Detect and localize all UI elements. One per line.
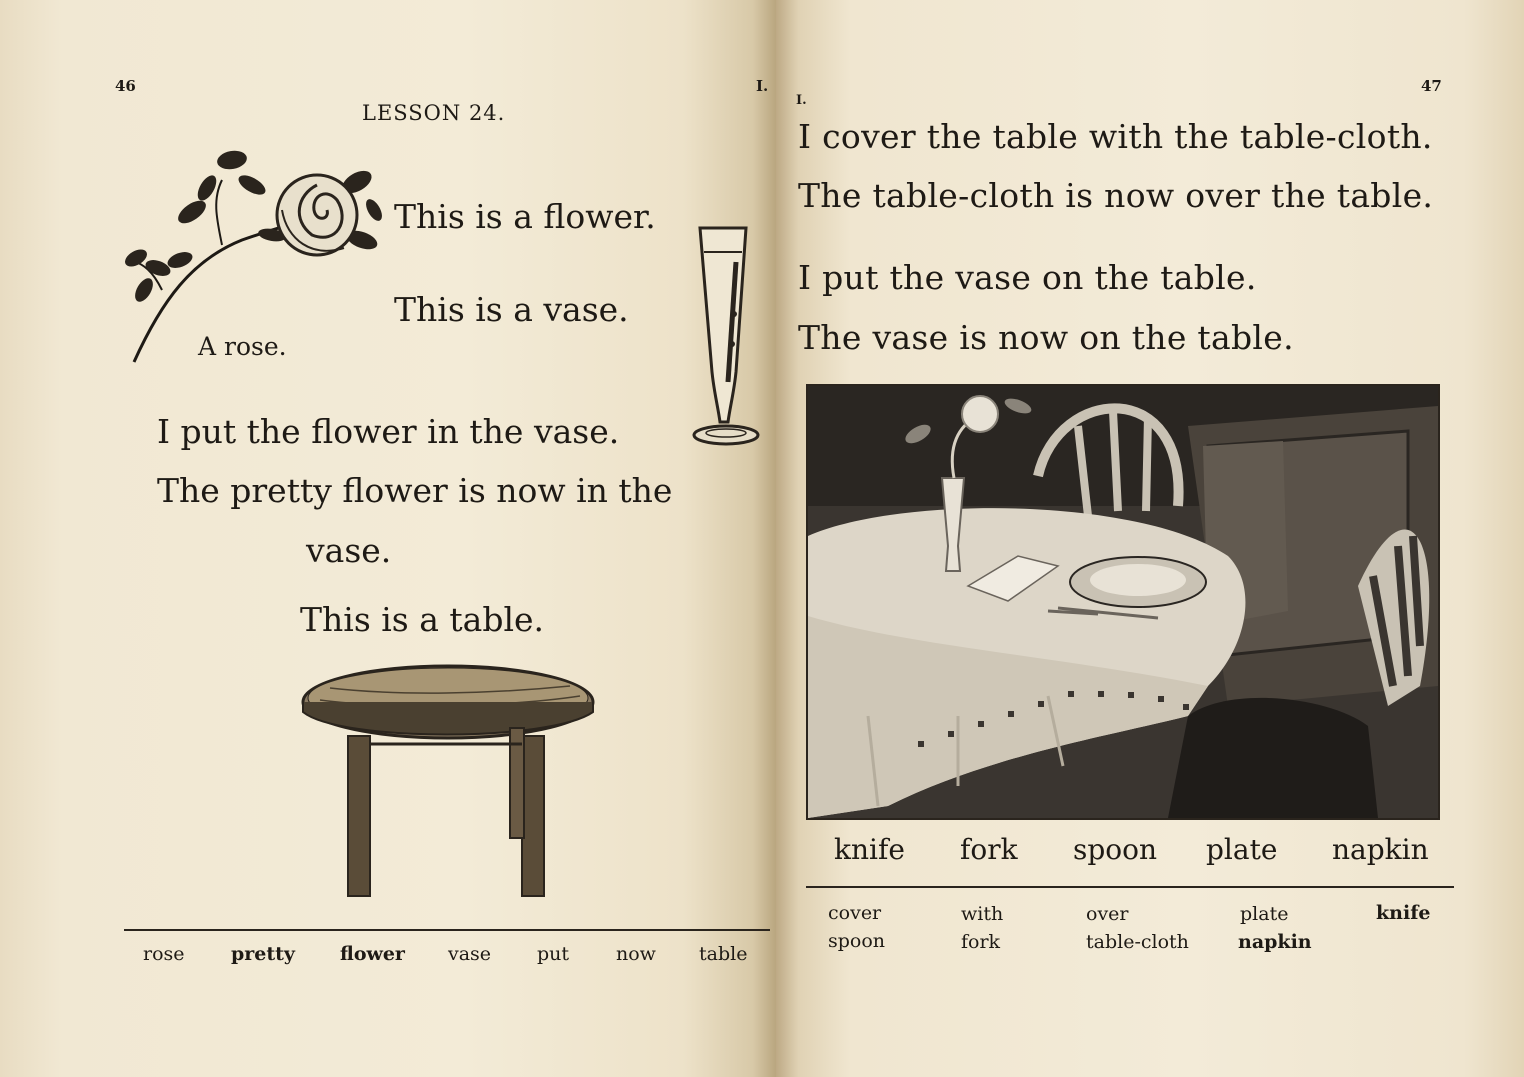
- word-fork: fork: [961, 931, 1001, 953]
- word-pretty: pretty: [231, 943, 295, 965]
- vocab-spoon: spoon: [1073, 833, 1158, 866]
- corner-mark-right: I.: [796, 93, 807, 108]
- word-knife: knife: [1376, 902, 1431, 924]
- line-cover-table: I cover the table with the table-cloth.: [798, 117, 1433, 156]
- line-this-is-a-flower: This is a flower.: [394, 197, 656, 236]
- word-with: with: [961, 903, 1004, 925]
- word-flower: flower: [340, 943, 405, 965]
- rose-caption: A rose.: [198, 332, 287, 361]
- vocab-knife: knife: [834, 833, 905, 866]
- word-over: over: [1086, 903, 1129, 925]
- line-put-vase-on-table: I put the vase on the table.: [798, 258, 1257, 297]
- line-this-is-a-vase: This is a vase.: [394, 290, 629, 329]
- line-this-is-a-table: This is a table.: [300, 600, 545, 639]
- word-cover: cover: [828, 902, 882, 924]
- word-table: table: [699, 943, 748, 965]
- line-table-cloth-over: The table-cloth is now over the table.: [798, 176, 1434, 215]
- line-put-flower-in-vase: I put the flower in the vase.: [157, 412, 620, 451]
- word-vase: vase: [448, 943, 492, 965]
- word-spoon: spoon: [828, 930, 886, 952]
- table-setting-photo-art: [808, 386, 1438, 818]
- table-illustration: [300, 658, 600, 903]
- word-now: now: [616, 943, 656, 965]
- page-number-left: 46: [115, 77, 136, 95]
- line-vase-on-table: The vase is now on the table.: [798, 318, 1294, 357]
- word-napkin: napkin: [1238, 931, 1312, 953]
- word-list-rule-right: [806, 886, 1454, 888]
- line-pretty-flower: The pretty flower is now in the: [157, 471, 673, 510]
- lesson-title: LESSON 24.: [362, 101, 506, 125]
- table-setting-photo: [806, 384, 1440, 820]
- vase-illustration: [690, 222, 770, 452]
- line-vase: vase.: [306, 531, 392, 570]
- word-rose: rose: [143, 943, 185, 965]
- vocab-plate: plate: [1206, 833, 1278, 866]
- page-number-right: 47: [1421, 77, 1442, 95]
- word-table-cloth: table-cloth: [1086, 931, 1189, 953]
- word-list-rule-left: [124, 929, 770, 931]
- vocab-fork: fork: [960, 833, 1018, 866]
- word-put: put: [537, 943, 570, 965]
- vocab-napkin: napkin: [1332, 833, 1429, 866]
- word-plate: plate: [1240, 903, 1289, 925]
- corner-mark-left: I.: [756, 77, 769, 95]
